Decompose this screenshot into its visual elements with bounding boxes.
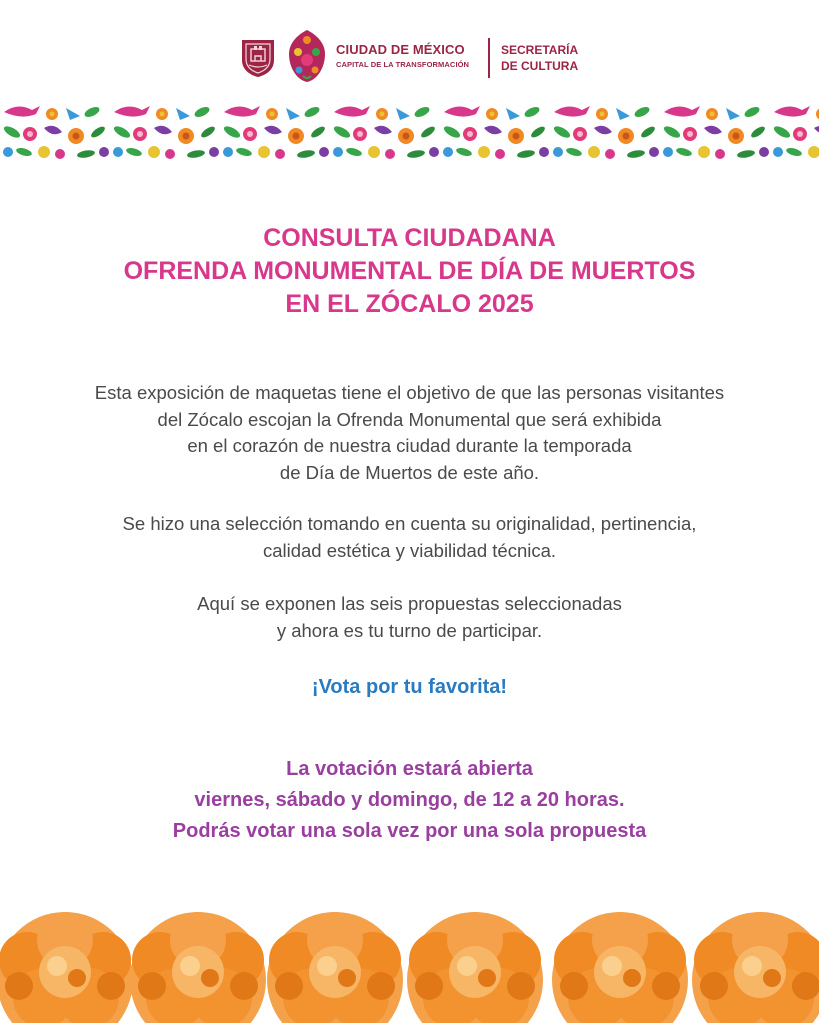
selection-line: Se hizo una selección tomando en cuenta su originalidad, pertinencia, bbox=[122, 513, 697, 534]
title-line-3: EN EL ZÓCALO 2025 bbox=[285, 290, 534, 318]
marigold-flower bbox=[0, 912, 133, 1023]
intro-line: del Zócalo escojan la Ofrenda Monumental que será exhibida bbox=[157, 408, 662, 430]
marigold-flowers-border bbox=[0, 900, 819, 1023]
title-line-2: OFRENDA MONUMENTAL DE DÍA DE MUERTOS bbox=[123, 257, 696, 285]
intro-line: de Día de Muertos de este año. bbox=[279, 461, 540, 483]
page-title bbox=[0, 222, 819, 321]
marigold-flower bbox=[552, 912, 688, 1023]
header-divider bbox=[488, 38, 490, 78]
voting-info bbox=[0, 754, 819, 847]
secretaria-line2: DE CULTURA bbox=[501, 59, 579, 73]
title-line-1: CONSULTA CIUDADANA bbox=[263, 224, 556, 252]
folk-art-decorative-band bbox=[0, 102, 819, 160]
proposals-paragraph bbox=[0, 591, 819, 644]
marigold-flower bbox=[130, 912, 266, 1023]
brand-name: CIUDAD DE MÉXICO bbox=[336, 42, 465, 57]
proposals-line: Aquí se exponen las seis propuestas seleccionadas bbox=[197, 593, 622, 614]
brand-tagline: CAPITAL DE LA TRANSFORMACIÓN bbox=[336, 60, 470, 69]
cdmx-emblem-icon bbox=[285, 28, 329, 84]
selection-line: calidad estética y viabilidad técnica. bbox=[262, 539, 557, 561]
intro-line: Esta exposición de maquetas tiene el objetivo de que las personas visitantes bbox=[94, 382, 725, 403]
secretaria-line1: SECRETARÍA bbox=[501, 43, 579, 57]
cdmx-shield-icon bbox=[240, 38, 276, 78]
marigold-flower bbox=[407, 912, 543, 1023]
voting-info-line: viernes, sábado y domingo, de 12 a 20 horas. bbox=[194, 789, 625, 811]
marigold-flower bbox=[267, 912, 403, 1023]
secretaria-label bbox=[501, 42, 578, 74]
selection-paragraph bbox=[0, 511, 819, 564]
proposals-line: y ahora es tu turno de participar. bbox=[276, 619, 543, 641]
intro-line: en el corazón de nuestra ciudad durante la temporada bbox=[187, 435, 632, 456]
vote-call-to-action: ¡Vota por tu favorita! bbox=[311, 676, 508, 698]
marigold-flower bbox=[692, 912, 819, 1023]
voting-info-line: Podrás votar una sola vez por una sola propuesta bbox=[172, 820, 647, 842]
brand-logo-text bbox=[336, 42, 469, 69]
header bbox=[0, 0, 819, 100]
voting-info-line: La votación estará abierta bbox=[286, 758, 533, 780]
intro-paragraph bbox=[0, 380, 819, 486]
